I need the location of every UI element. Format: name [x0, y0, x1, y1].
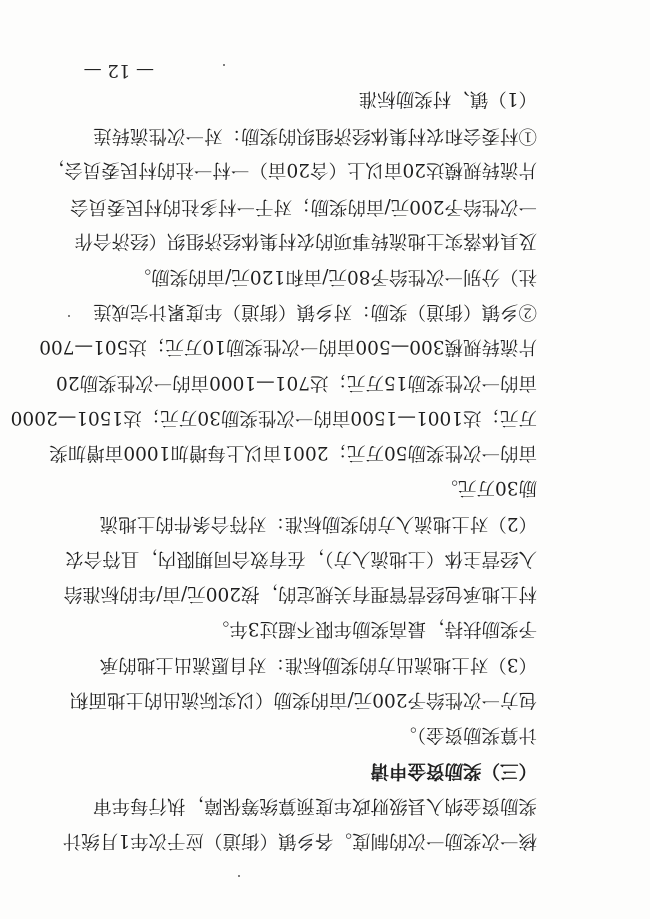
text-line: （3）对土地流出方的奖励标准：对自愿流出土地的承 [99, 654, 537, 675]
section-heading: （三）奖励资金申请 [370, 760, 537, 781]
text-line: 计算奖励资金）。 [398, 724, 537, 745]
text-line: ②乡镇（街道）奖励：对乡镇（街道）年度累计完成连 [92, 301, 537, 322]
text-line: 包方一次性给予200元/亩的奖励（以实际流出的土地面积 [69, 689, 537, 710]
text-line: 核一次奖励一次的制度。各乡镇（街道）应于次年1月统计 [62, 830, 537, 851]
text-line: 片流转规模300—500亩的一次性奖励10万元；达501—700 [39, 336, 537, 357]
text-line: 亩的一次性奖励50万元；2001亩以上每增加1000亩增加奖 [49, 442, 537, 463]
text-line: 亩的一次性奖励15万元；达701—1000亩的一次性奖励20 [56, 372, 537, 393]
scan-speck [223, 64, 225, 66]
text-line: 予奖励扶持，最高奖励年限不超过3年。 [210, 618, 537, 639]
text-line: （1）镇、村奖励标准 [358, 88, 537, 109]
text-line: ①村委会和农村集体经济组织的奖励：对一次性流转连 [92, 125, 537, 146]
text-line: 奖励资金纳入县级财政年度预算统筹保障，执行每年审 [92, 795, 537, 816]
text-line: 一次性给予200元/亩的奖励；对于一村多社的村民委员会 [69, 196, 537, 217]
text-line: 社）分别一次性给予80元/亩和120元/亩的奖励。 [132, 266, 537, 287]
scan-speck [68, 315, 70, 317]
scan-speck [238, 875, 240, 877]
text-line: 及具体落实土地流转事项的农村集体经济组织（经济合作 [74, 230, 537, 251]
text-line: 村土地承包经营管理有关规定的，按200元/亩/年的标准给 [63, 583, 537, 604]
text-line: 片流转规模达20亩以上（含20亩）一村一社的村民委员会， [45, 159, 537, 180]
text-line: （2）对土地流入方的奖励标准：对符合条件的土地流 [99, 513, 537, 534]
text-line: 万元；达1001—1500亩的一次性奖励30万元；达1501—2000 [10, 407, 537, 428]
text-line: 励30万元。 [439, 477, 537, 498]
page-number: — 12 — [83, 60, 154, 81]
text-line: 入经营主体（土地流入方），在有效合同期限内，且符合农 [65, 548, 537, 569]
